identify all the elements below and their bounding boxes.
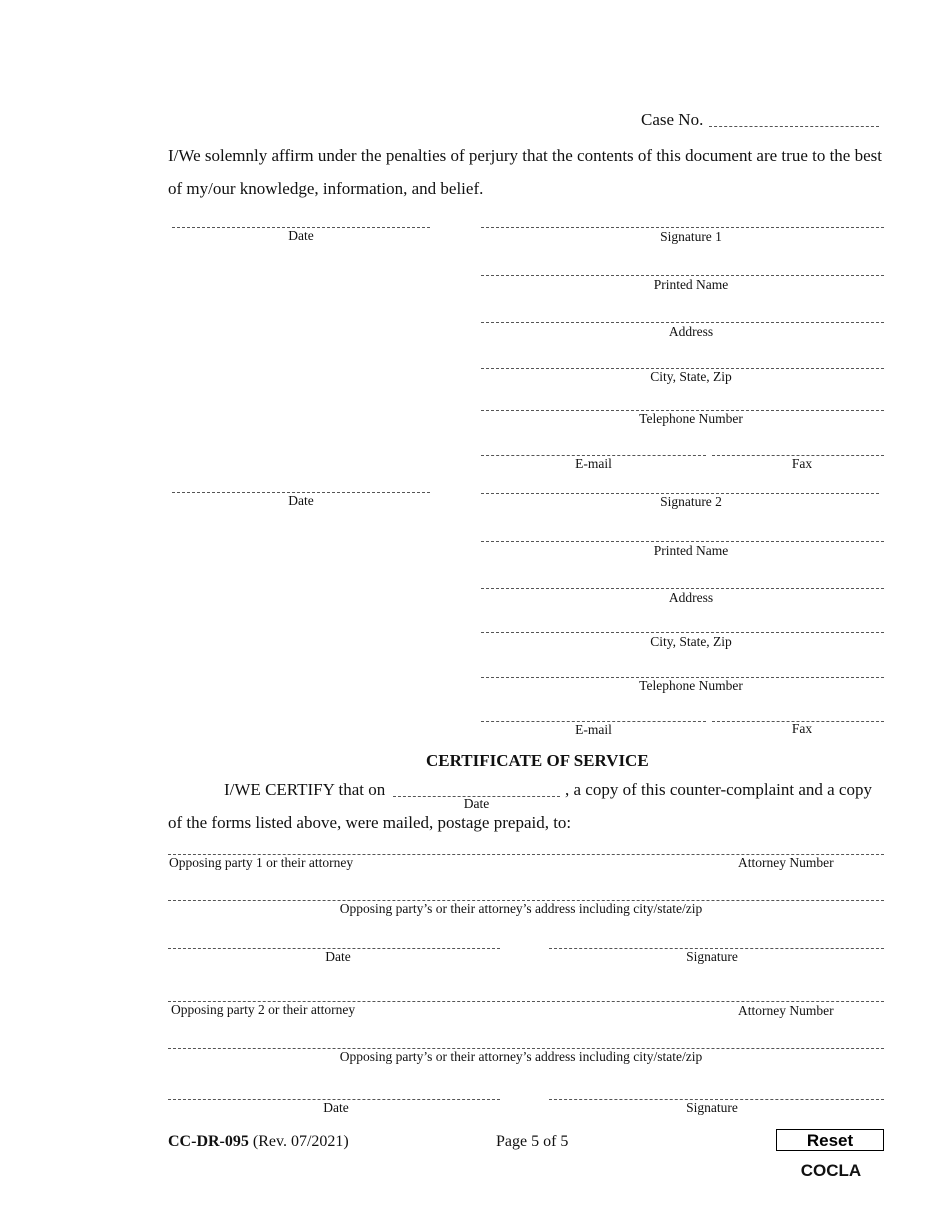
signer2-telephone-label: Telephone Number (639, 678, 743, 693)
signer2-city-state-zip-label: City, State, Zip (650, 634, 732, 649)
signer1-date-label: Date (288, 228, 314, 243)
page-number: Page 5 of 5 (496, 1133, 569, 1150)
signer2-signature-label: Signature 2 (660, 494, 722, 509)
signer2-city-state-zip-field[interactable] (481, 632, 884, 633)
party2-attorney-number-label: Attorney Number (738, 1003, 834, 1018)
signer1-email-label: E-mail (575, 456, 612, 471)
case-no-label: Case No. (641, 110, 704, 129)
signer1-city-state-zip-label: City, State, Zip (650, 369, 732, 384)
form-revision: (Rev. 07/2021) (252, 1133, 349, 1150)
signer1-telephone-label: Telephone Number (639, 411, 743, 426)
reset-button[interactable]: Reset (776, 1129, 884, 1151)
signer2-address-field[interactable] (481, 588, 884, 589)
party1-attorney-number-label: Attorney Number (738, 855, 834, 870)
certify-suffix: , a copy of this counter-complaint and a copy (565, 780, 872, 799)
form-id (168, 1133, 349, 1151)
affirmation-line-1: I/We solemnly affirm under the penalties of perjury that the contents of this document are true to the best (168, 146, 882, 165)
party2-address-label: Opposing party’s or their attorney’s address including city/state/zip (339, 1049, 703, 1064)
signer2-printed-name-label: Printed Name (653, 543, 729, 558)
affirmation-line-2: of my/our knowledge, information, and belief. (168, 179, 484, 198)
certify-date-label: Date (463, 796, 490, 811)
signer1-printed-name-label: Printed Name (653, 277, 729, 292)
org-label: COCLA (800, 1161, 862, 1180)
party1-signature-label: Signature (686, 949, 738, 964)
signer1-fax-label: Fax (791, 456, 813, 471)
certify-line-2: of the forms listed above, were mailed, postage prepaid, to: (168, 813, 572, 832)
signer1-signature-field[interactable] (481, 227, 884, 228)
signer1-signature-label: Signature 1 (660, 229, 722, 244)
certificate-title: CERTIFICATE OF SERVICE (426, 751, 649, 770)
signer2-email-label: E-mail (575, 722, 612, 737)
party2-name-label: Opposing party 2 or their attorney (171, 1002, 356, 1017)
signer2-address-label: Address (668, 590, 714, 605)
form-code: CC-DR-095 (168, 1133, 249, 1150)
party1-address-label: Opposing party’s or their attorney’s address including city/state/zip (339, 901, 703, 916)
party1-date-label: Date (325, 949, 351, 964)
party2-date-label: Date (323, 1100, 349, 1115)
signer2-date-label: Date (288, 493, 314, 508)
signer1-printed-name-field[interactable] (481, 275, 884, 276)
party2-signature-label: Signature (686, 1100, 738, 1115)
signer2-fax-label: Fax (791, 721, 813, 736)
case-no-field[interactable] (709, 126, 879, 127)
signer1-address-field[interactable] (481, 322, 884, 323)
signer1-address-label: Address (668, 324, 714, 339)
certify-prefix: I/WE CERTIFY that on (224, 780, 386, 799)
party1-name-label: Opposing party 1 or their attorney (169, 855, 354, 870)
signer2-printed-name-field[interactable] (481, 541, 884, 542)
